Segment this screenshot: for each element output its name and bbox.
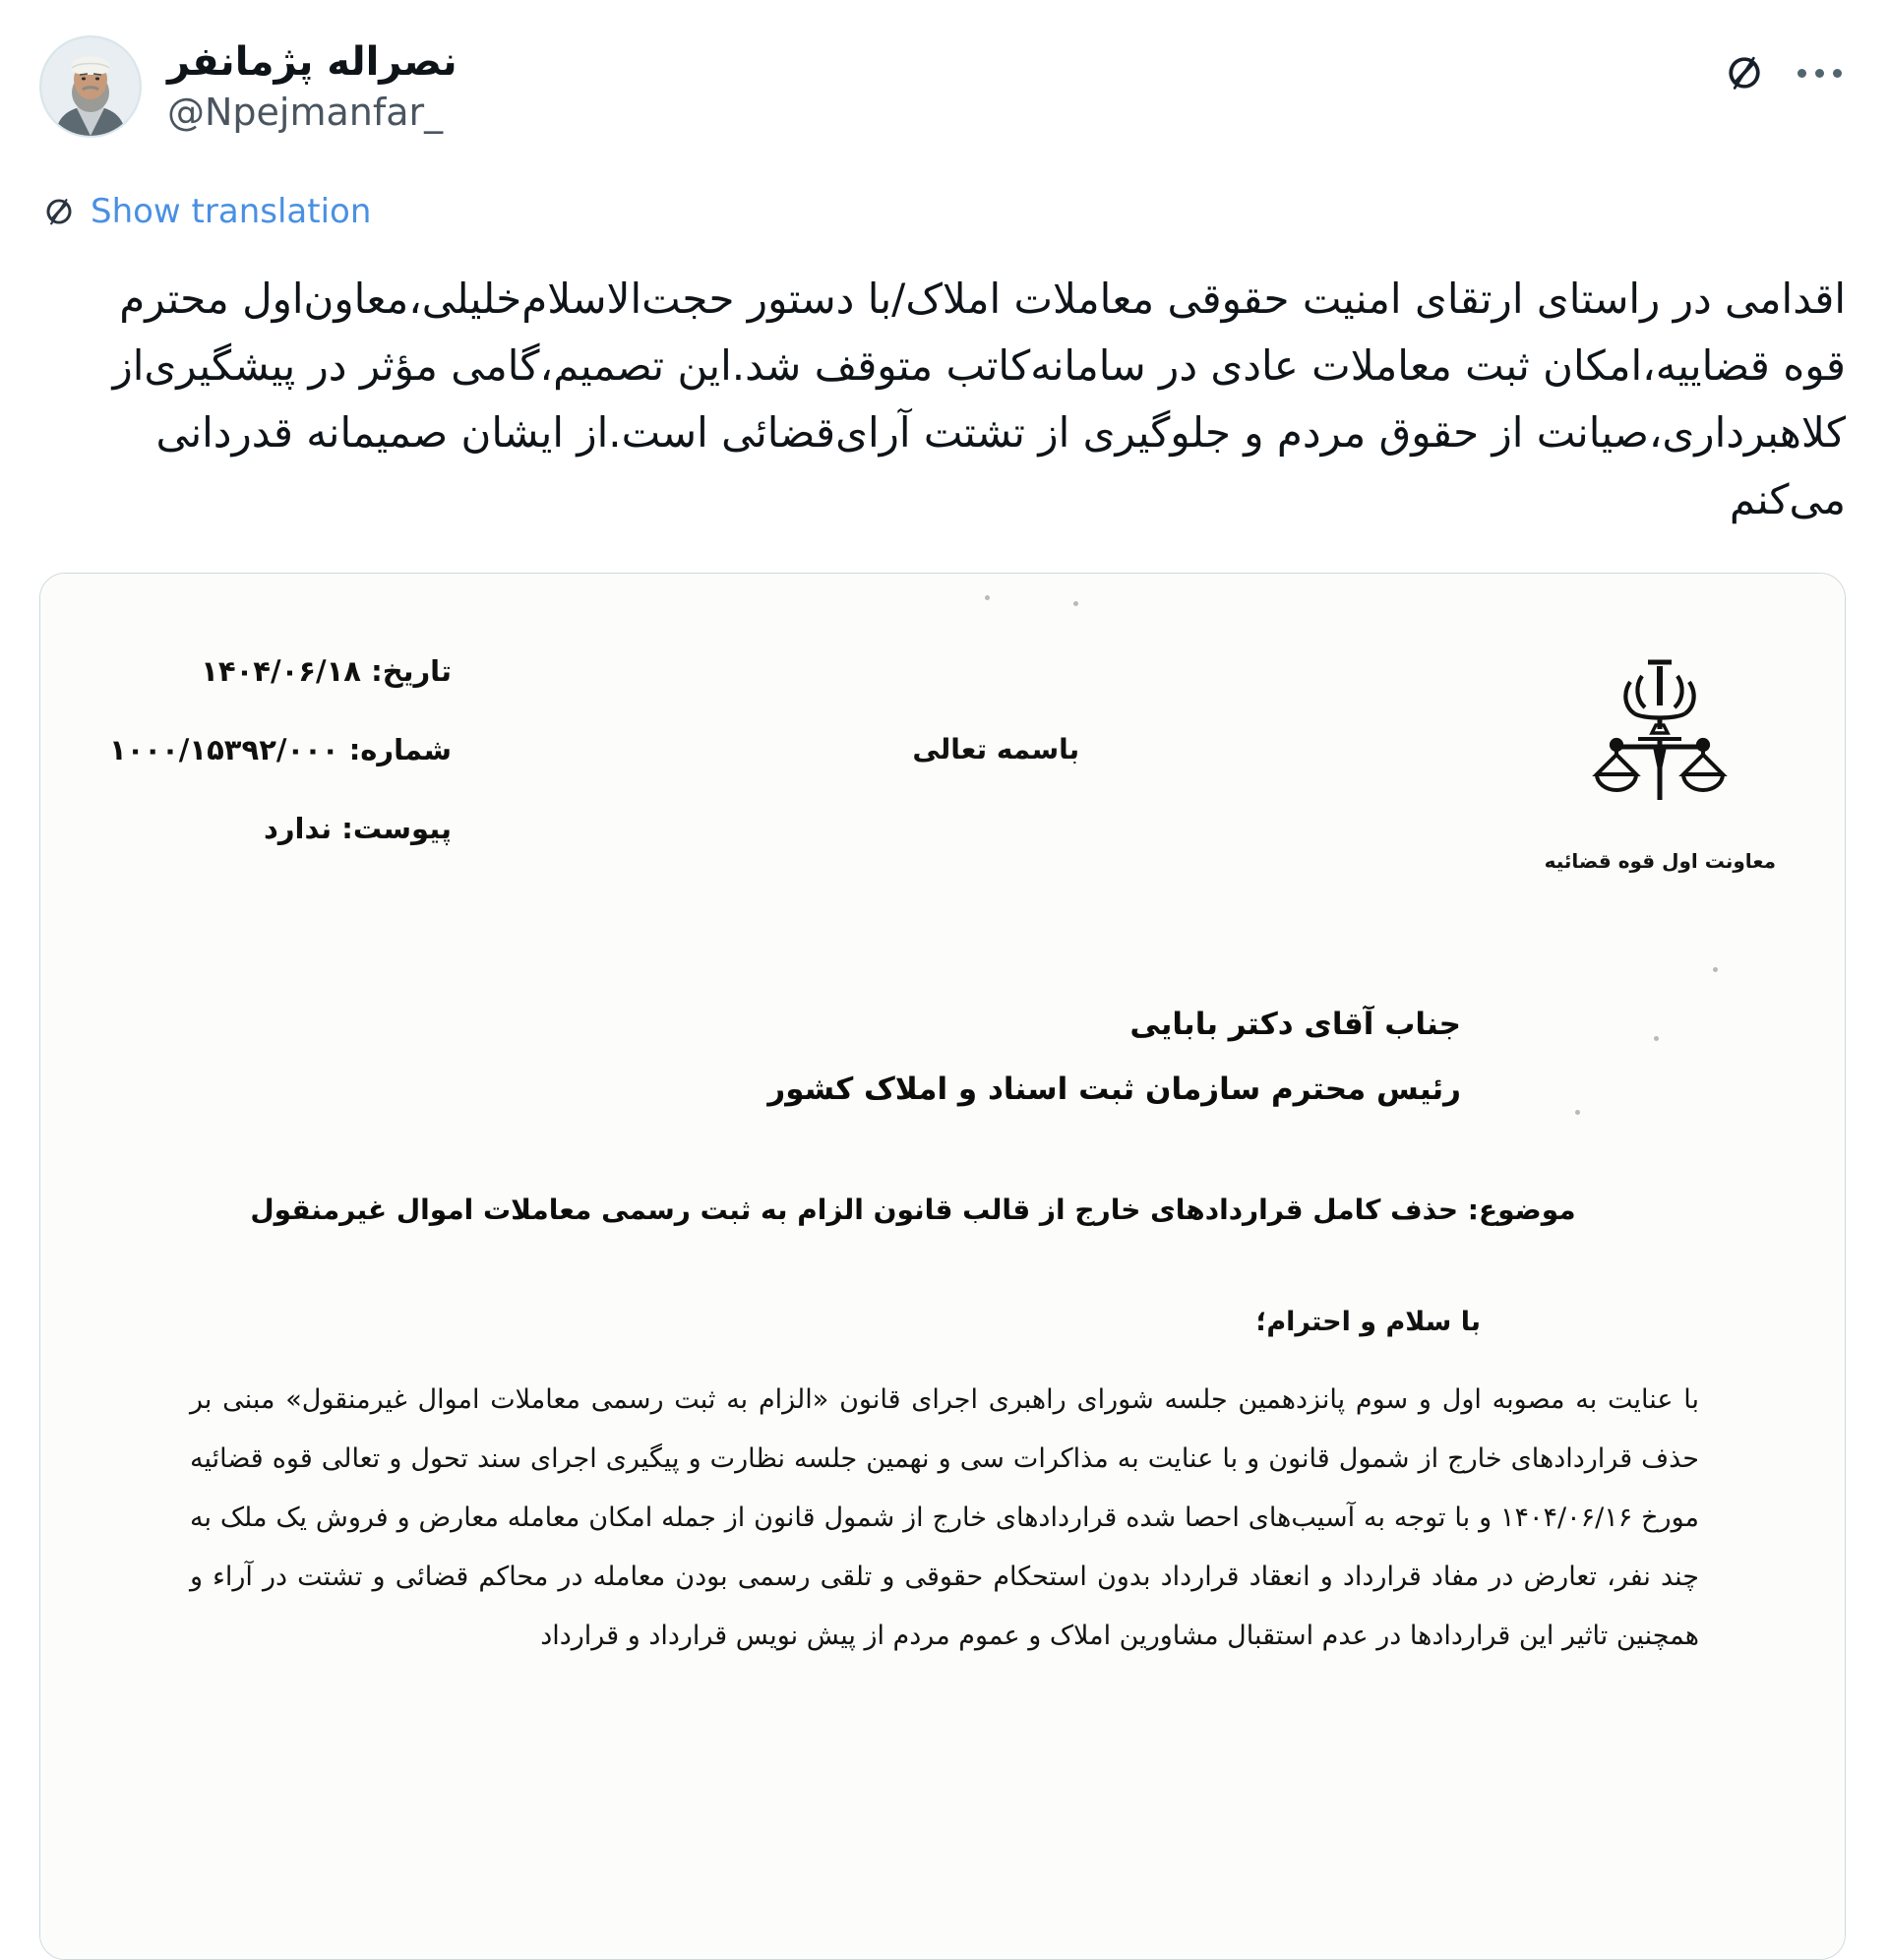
attached-document-image[interactable] [39,573,1846,1960]
document-attachment-label: پیوست: [341,812,452,846]
account-names [167,35,457,137]
iran-judiciary-scales-emblem [1505,646,1776,873]
document-number-label: شماره: [348,733,452,767]
document-recipient [109,1007,1776,1107]
dot [1815,69,1824,78]
dot [1833,69,1842,78]
scan-speck [1713,967,1718,972]
document-number-row [109,733,452,766]
document-attachment-value: ندارد [263,812,333,846]
avatar-image [41,37,140,136]
document-date-row [109,654,452,688]
document-date-label: تاریخ: [371,654,452,689]
document-attachment-row [109,812,452,845]
tweet-text: اقدامی در راستای ارتقای امنیت حقوقی معاملات املاک/با دستور حجت‌الاسلام‌خلیلی،معاون‌اول محترم قوه قضاییه،امکان ثبت معاملات عادی در سامانه‌کاتب متوقف شد.این تصمیم،گامی مؤثر در پیشگیری‌از کلاهبرداری،صیانت از حقوق مردم و جلوگیری از تشتت آرای‌قضائی است.از ایشان صمیمانه قدردانی می‌کنم [112,275,1846,524]
account-identity[interactable] [39,35,457,138]
dot [1798,69,1806,78]
emblem-caption: معاونت اول قوه قضائیه [1544,849,1776,874]
scan-speck [1575,1110,1580,1115]
document-number-value: ۱۰۰۰/۱۵۳۹۲/۰۰۰ [109,733,339,767]
document-subject: موضوع: حذف کامل قراردادهای خارج از قالب قانون الزام به ثبت رسمی معاملات اموال غیرمنقول [250,1194,1576,1227]
grok-icon[interactable] [1725,53,1764,92]
more-options-icon[interactable] [1798,53,1842,92]
document-date-value: ۱۴۰۴/۰۶/۱۸ [201,654,361,689]
basmala-text: باسمه تعالی [912,733,1080,766]
display-name[interactable]: نصراله پژمانفر [167,39,457,85]
document-meta [109,646,487,890]
document-page [40,574,1845,1959]
document-greeting: با سلام و احترام؛ [1255,1307,1481,1338]
scan-speck [1073,601,1078,606]
grok-icon [43,196,75,227]
show-translation-label: Show translation [91,192,372,231]
scales-of-justice-icon [1591,652,1729,839]
avatar[interactable] [39,35,142,138]
document-header [109,646,1776,890]
tweet-header [39,30,1850,138]
scan-speck [985,595,990,600]
show-translation-button[interactable] [43,192,1850,231]
recipient-title: رئیس محترم سازمان ثبت اسناد و املاک کشور [767,1072,1461,1108]
recipient-name: جناب آقای دکتر بابایی [1129,1007,1461,1043]
document-body-text: با عنایت به مصوبه اول و سوم پانزدهمین جلسه شورای راهبری اجرای قانون «الزام به ثبت رسمی معاملات اموال غیرمنقول» مبنی بر حذف قراردادهای خارج از شمول قانون و با عنایت به مذاکرات سی و نهمین جلسه نظارت و پیگیری اجرای سند تحول و تعالی قوه قضائیه مورخ ۱۴۰۴/۰۶/۱۶ و با توجه به آسیب‌های احصا شده قراردادهای خارج از شمول قانون از جمله امکان معامله معارض و فروش یک ملک به چند نفر، تعارض در مفاد قرارداد و انعقاد قرارداد بدون استحکام حقوقی و تلقی رسمی بودن معامله در محاکم قضائی و تشتت در آراء و همچنین تاثیر این قراردادها در عدم استقبال مشاورین املاک و عموم مردم از پیش نویس قرارداد و قرارداد [190,1384,1699,1651]
account-handle[interactable]: @Npejmanfar_ [167,91,444,134]
tweet-header-actions [1725,35,1850,92]
